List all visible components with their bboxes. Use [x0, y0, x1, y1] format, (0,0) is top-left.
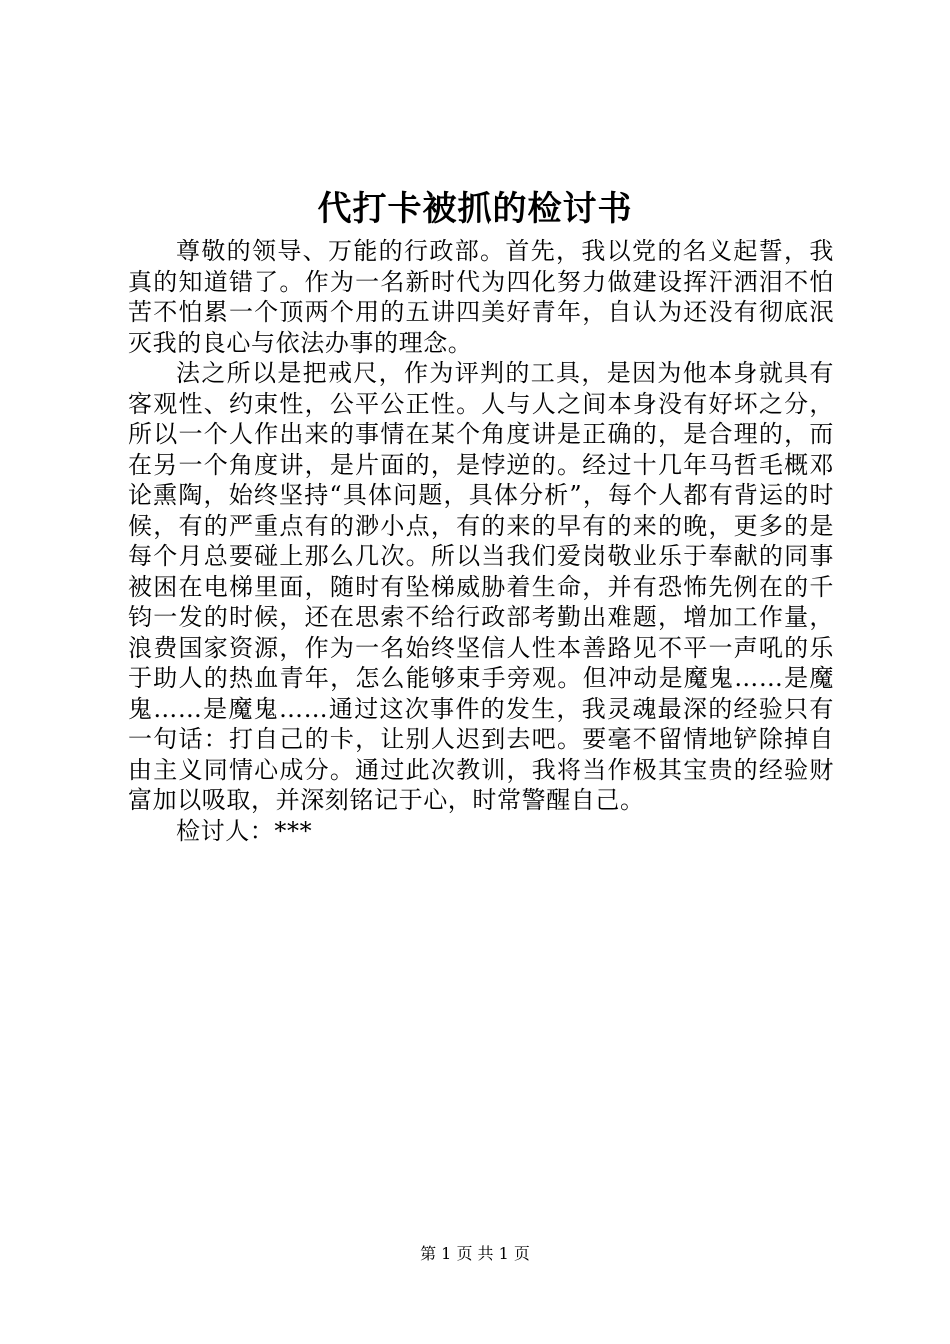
page-footer: 第 1 页 共 1 页 — [420, 1244, 530, 1263]
paragraph-salutation: 尊敬的领导、万能的行政部。首先，我以党的名义起誓，我真的知道错了。作为一名新时代为四化努力做建设挥汗洒泪不怕苦不怕累一个顶两个用的五讲四美好青年，自认为还没有彻底泯灭我的良心与依法办事的理念。 — [128, 237, 834, 357]
paragraph-main: 法之所以是把戒尺，作为评判的工具，是因为他本身就具有客观性、约束性，公平公正性。人与人之间本身没有好坏之分，所以一个人作出来的事情在某个角度讲是正确的，是合理的，而在另一个角度讲，是片面的，是悖逆的。经过十几年马哲毛概邓论熏陶，始终坚持“具体问题，具体分析”，每个人都有背运的时候，有的严重点有的渺小点，有的来的早有的来的晚，更多的是每个月总要碰上那么几次。所以当我们爱岗敬业乐于奉献的同事被困在电梯里面，随时有坠梯威胁着生命，并有恐怖先例在的千钧一发的时候，还在思索不给行政部考勤出难题，增加工作量，浪费国家资源，作为一名始终坚信人性本善路见不平一声吼的乐于助人的热血青年，怎么能够束手旁观。但冲动是魔鬼……是魔鬼……是魔鬼……通过这次事件的发生，我灵魂最深的经验只有一句话：打自己的卡，让别人迟到去吧。要毫不留情地铲除掉自由主义同情心成分。通过此次教训，我将当作极其宝贵的经验财富加以吸取，并深刻铭记于心，时常警醒自己。 — [128, 359, 834, 814]
document-body — [128, 236, 834, 846]
document-title: 代打卡被抓的检讨书 — [317, 189, 633, 229]
paragraph-signature: 检讨人：*** — [176, 816, 313, 845]
